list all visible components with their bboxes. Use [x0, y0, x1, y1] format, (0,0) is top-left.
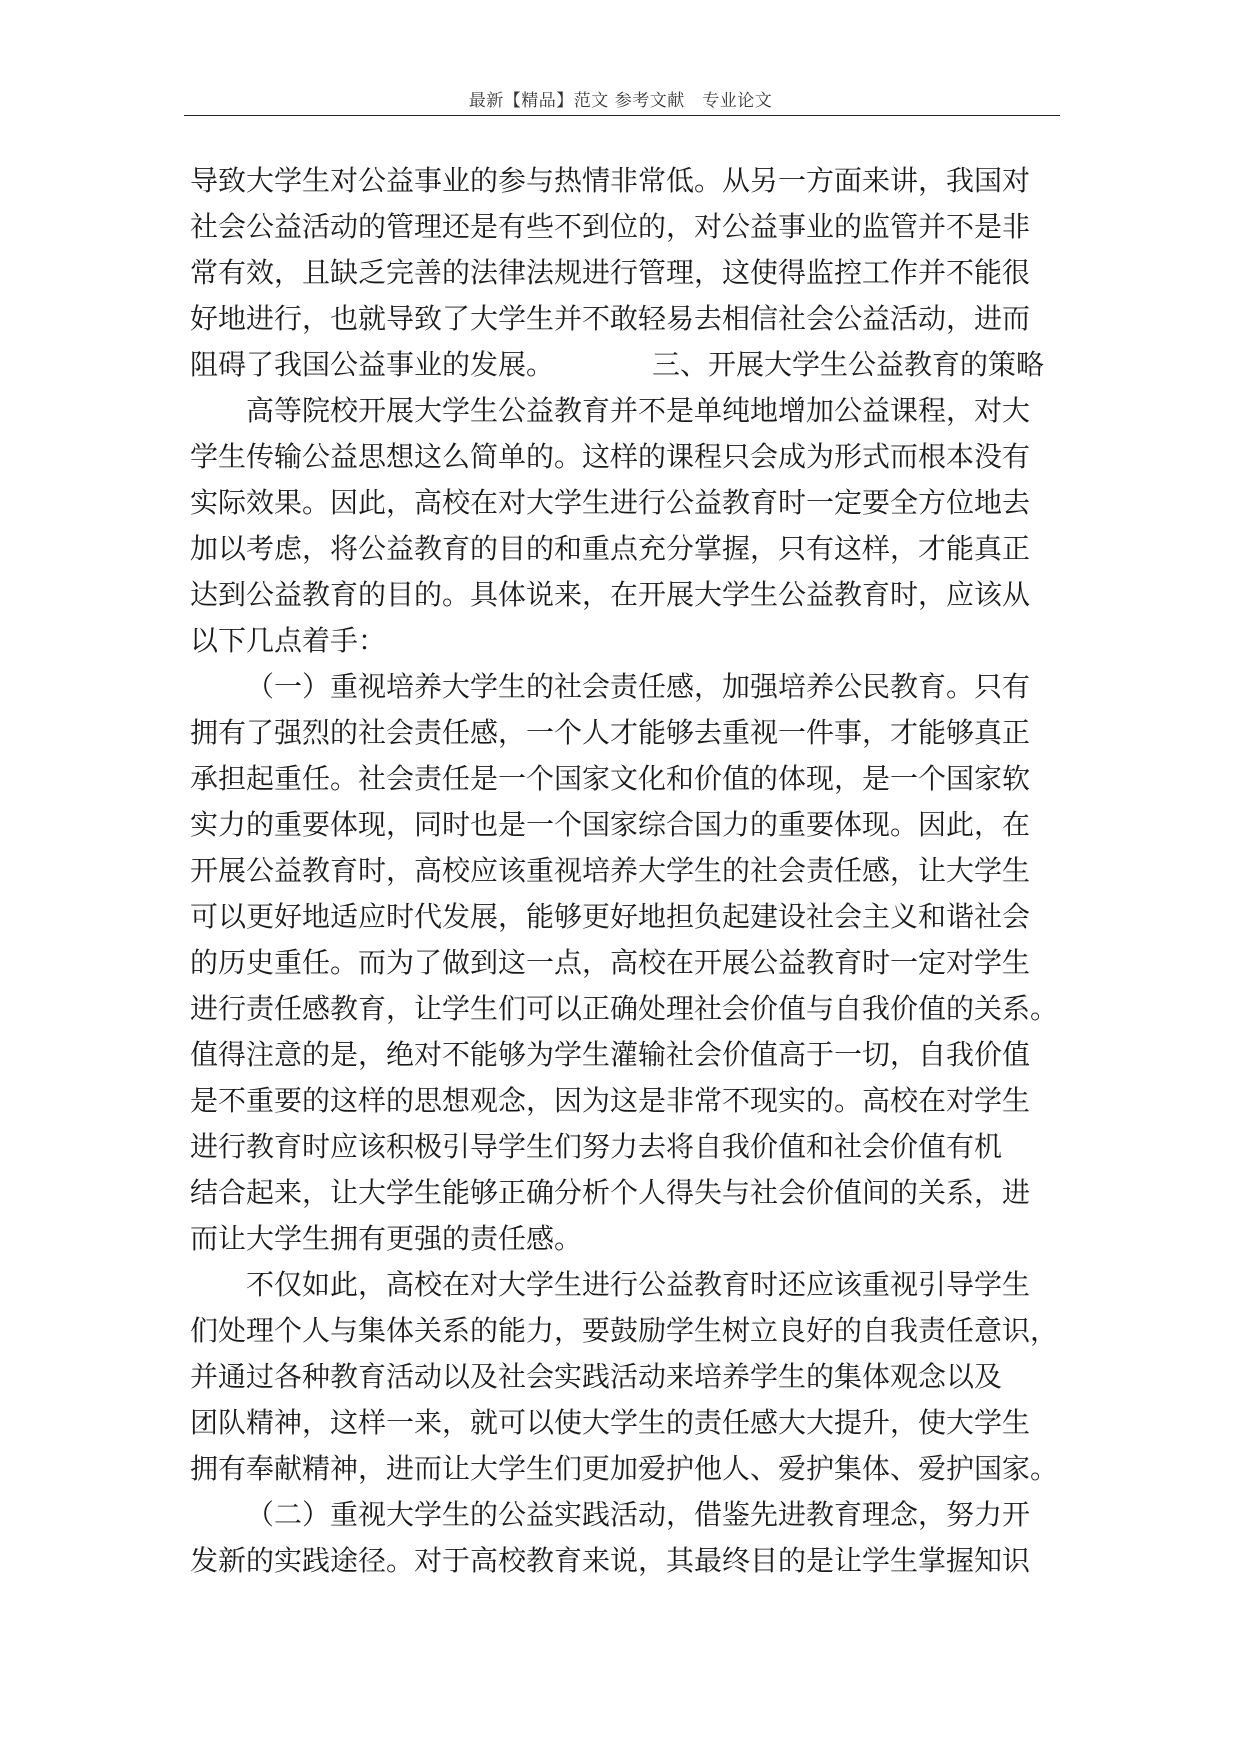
text-line: 们处理个人与集体关系的能力，要鼓励学生树立良好的自我责任意识，: [190, 1314, 1059, 1347]
text-line: 而让大学生拥有更强的责任感。: [190, 1222, 583, 1255]
text-line: 开展公益教育时，高校应该重视培养大学生的社会责任感，让大学生: [190, 854, 1031, 887]
text-line: 达到公益教育的目的。具体说来，在开展大学生公益教育时，应该从: [190, 578, 1031, 611]
text-line: 拥有了强烈的社会责任感，一个人才能够去重视一件事，才能够真正: [190, 716, 1031, 749]
text-line: 进行教育时应该积极引导学生们努力去将自我价值和社会价值有机: [190, 1130, 1003, 1163]
text-line: 学生传输公益思想这么简单的。这样的课程只会成为形式而根本没有: [190, 440, 1031, 473]
text-line: 好地进行，也就导致了大学生并不敢轻易去相信社会公益活动，进而: [190, 302, 1031, 335]
text-line: 是不重要的这样的思想观念，因为这是非常不现实的。高校在对学生: [190, 1084, 1031, 1117]
header-divider: [184, 115, 1060, 116]
text-line: 导致大学生对公益事业的参与热情非常低。从另一方面来讲，我国对: [190, 164, 1031, 197]
text-line: 团队精神，这样一来，就可以使大学生的责任感大大提升，使大学生: [190, 1406, 1031, 1439]
text-line: 加以考虑，将公益教育的目的和重点充分掌握，只有这样，才能真正: [190, 532, 1031, 565]
text-line: 社会公益活动的管理还是有些不到位的，对公益事业的监管并不是非: [190, 210, 1031, 243]
text-line: 结合起来，让大学生能够正确分析个人得失与社会价值间的关系，进: [190, 1176, 1031, 1209]
text-line: 承担起重任。社会责任是一个国家文化和价值的体现，是一个国家软: [190, 762, 1031, 795]
text-line: 高等院校开展大学生公益教育并不是单纯地增加公益课程，对大: [246, 394, 1031, 427]
text-line: 拥有奉献精神，进而让大学生们更加爱护他人、爱护集体、爱护国家。: [190, 1452, 1059, 1485]
text-line: （二）重视大学生的公益实践活动，借鉴先进教育理念，努力开: [246, 1498, 1031, 1531]
text-line: （一）重视培养大学生的社会责任感，加强培养公民教育。只有: [246, 670, 1031, 703]
text-line: 阻碍了我国公益事业的发展。 三、开展大学生公益教育的策略: [190, 348, 1045, 381]
text-line: 以下几点着手：: [190, 624, 387, 657]
text-line: 可以更好地适应时代发展，能够更好地担负起建设社会主义和谐社会: [190, 900, 1031, 933]
text-line: 常有效，且缺乏完善的法律法规进行管理，这使得监控工作并不能很: [190, 256, 1031, 289]
text-line: 实力的重要体现，同时也是一个国家综合国力的重要体现。因此，在: [190, 808, 1031, 841]
text-line: 发新的实践途径。对于高校教育来说，其最终目的是让学生掌握知识: [190, 1544, 1031, 1577]
text-line: 不仅如此，高校在对大学生进行公益教育时还应该重视引导学生: [246, 1268, 1031, 1301]
text-line: 值得注意的是，绝对不能够为学生灌输社会价值高于一切，自我价值: [190, 1038, 1031, 1071]
document-body: [190, 158, 1070, 1584]
text-line: 的历史重任。而为了做到这一点，高校在开展公益教育时一定对学生: [190, 946, 1031, 979]
page-header: 最新【精品】范文 参考文献 专业论文: [468, 91, 773, 111]
text-line: 进行责任感教育，让学生们可以正确处理社会价值与自我价值的关系。: [190, 992, 1059, 1025]
text-line: 并通过各种教育活动以及社会实践活动来培养学生的集体观念以及: [190, 1360, 1003, 1393]
text-line: 实际效果。因此，高校在对大学生进行公益教育时一定要全方位地去: [190, 486, 1031, 519]
